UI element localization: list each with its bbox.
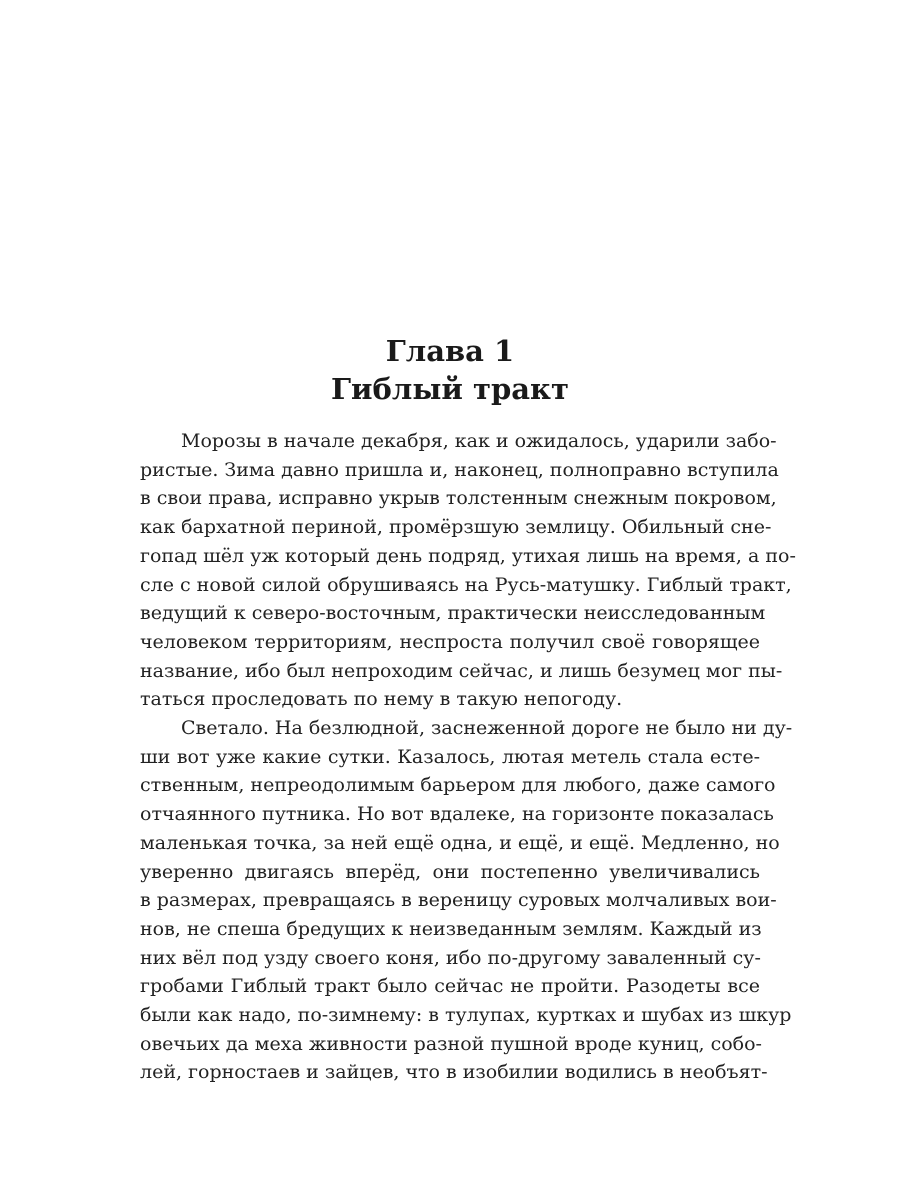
body-text (140, 427, 796, 1087)
text-line: маленькая точка, за ней ещё одна, и ещё, и ещё. Медленно, но (140, 831, 780, 854)
text-line: в свои права, исправно укрыв толстенным снежным покровом, (140, 487, 777, 510)
text-line: них вёл под узду своего коня, ибо по-другому заваленный су- (140, 946, 761, 969)
text-line: человеком территориям, неспроста получил своё говорящее (140, 630, 760, 653)
chapter-subtitle: Гиблый тракт (331, 372, 569, 406)
paragraph-1 (140, 427, 796, 714)
paragraph-2 (140, 714, 793, 1087)
text-line: лей, горностаев и зайцев, что в изобилии водились в необъят- (140, 1061, 768, 1084)
text-line: нов, не спеша бредущих к неизведанным землям. Каждый из (140, 917, 762, 940)
text-line: в размерах, превращаясь в вереницу суровых молчаливых вои- (140, 889, 777, 912)
text-line: ведущий к северо-восточным, практически неисследованным (140, 602, 766, 625)
text-line: ристые. Зима давно пришла и, наконец, полноправно вступила (140, 458, 779, 481)
text-line: ши вот уже какие сутки. Казалось, лютая метель стала есте- (140, 745, 760, 768)
text-line: таться проследовать по нему в такую непогоду. (140, 688, 623, 711)
text-line: Светало. На безлюдной, заснеженной дороге не было ни ду- (181, 717, 793, 740)
text-line: сле с новой силой обрушиваясь на Русь-матушку. Гиблый тракт, (140, 573, 792, 596)
text-line: отчаянного путника. Но вот вдалеке, на горизонте показалась (140, 803, 774, 826)
text-line: ственным, непреодолимым барьером для любого, даже самого (140, 774, 776, 797)
chapter-title: Глава 1 (385, 334, 515, 368)
text-line: были как надо, по-зимнему: в тулупах, куртках и шубах из шкур (140, 1004, 792, 1027)
text-line: овечьих да меха живности разной пушной вроде куниц, собо- (140, 1032, 762, 1055)
chapter-heading (0, 332, 900, 408)
text-line: Морозы в начале декабря, как и ожидалось, ударили забо- (181, 430, 777, 452)
text-line: гопад шёл уж который день подряд, утихая лишь на время, а по- (140, 544, 796, 567)
text-line: уверенно двигаясь вперёд, они постепенно увеличивались (140, 860, 760, 883)
text-line: гробами Гиблый тракт было сейчас не пройти. Разодеты все (140, 975, 760, 998)
text-line: как бархатной периной, промёрзшую землицу. Обильный сне- (140, 516, 772, 539)
text-line: название, ибо был непроходим сейчас, и лишь безумец мог пы- (140, 659, 783, 682)
